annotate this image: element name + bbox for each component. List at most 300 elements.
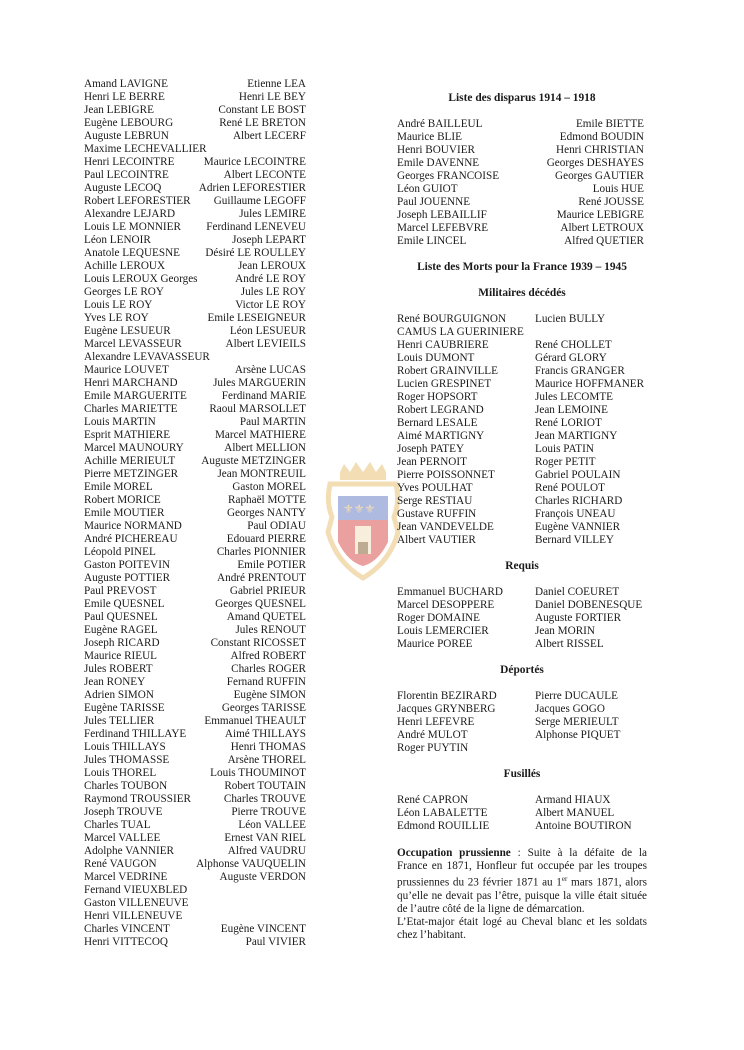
name-entry: Louis THOREL (84, 767, 157, 779)
name-row (84, 286, 306, 299)
name-entry: Georges FRANCOISE (397, 170, 500, 182)
name-entry: Roger DOMAINE (397, 612, 480, 624)
name-entry: Maurice BLIE (397, 131, 462, 143)
name-entry: Auguste METZINGER (201, 455, 306, 467)
name-entry: Alphonse PIQUET (535, 729, 621, 741)
name-row (84, 663, 306, 676)
name-entry: Albert LETROUX (560, 222, 644, 234)
name-entry: Emile MARGUERITE (84, 390, 187, 402)
name-row (84, 247, 306, 260)
name-entry: Jules THOMASSE (84, 754, 170, 766)
name-row (84, 299, 306, 312)
name-entry: Jean VANDEVELDE (397, 521, 494, 533)
name-entry: Adrien SIMON (84, 689, 154, 701)
name-entry: Gaston MOREL (232, 481, 306, 493)
name-row (84, 871, 306, 884)
name-row (397, 378, 647, 391)
name-entry: Louis LEROUX Georges (84, 273, 198, 285)
name-entry: Roger HOPSORT (397, 391, 478, 403)
name-entry: Raoul MARSOLLET (209, 403, 306, 415)
name-row (84, 923, 306, 936)
name-entry: Alexandre LEJARD (84, 208, 176, 220)
name-entry: Serge RESTIAU (397, 495, 473, 507)
name-row (397, 144, 647, 157)
name-entry: Léon LABALETTE (397, 807, 488, 819)
name-entry: Esprit MATHIERE (84, 429, 171, 441)
name-entry: Joseph LEBAILLIF (397, 209, 487, 221)
name-row (397, 794, 647, 807)
name-entry: Daniel DOBENESQUE (535, 599, 643, 611)
name-entry: Paul JOUENNE (397, 196, 471, 208)
name-entry: René CHOLLET (535, 339, 612, 351)
name-entry: Emile BIETTE (575, 118, 644, 130)
name-row (84, 767, 306, 780)
name-entry: René JOUSSE (578, 196, 644, 208)
name-entry: Auguste POTTIER (84, 572, 171, 584)
name-row (84, 897, 306, 910)
fusilles-list (397, 794, 647, 833)
name-entry: Paul LECOINTRE (84, 169, 169, 181)
name-row (397, 482, 647, 495)
name-row (397, 352, 647, 365)
name-entry: Aimé THILLAYS (224, 728, 306, 740)
name-row (84, 260, 306, 273)
name-entry: François UNEAU (535, 508, 616, 520)
name-entry: Pierre METZINGER (84, 468, 179, 480)
name-entry: André MULOT (397, 729, 468, 741)
name-entry: Charles MARIETTE (84, 403, 178, 415)
name-entry: Paul PREVOST (84, 585, 157, 597)
name-entry: Albert MANUEL (535, 807, 615, 819)
name-row (84, 754, 306, 767)
name-row (84, 494, 306, 507)
name-entry: Armand HIAUX (535, 794, 611, 806)
name-entry: Edouard PIERRE (226, 533, 306, 545)
name-row (84, 390, 306, 403)
name-entry: Aimé MARTIGNY (397, 430, 485, 442)
name-entry: Jules LECOMTE (535, 391, 613, 403)
name-entry: Bernard VILLEY (535, 534, 615, 546)
name-entry: Gabriel PRIEUR (229, 585, 306, 597)
name-row (84, 858, 306, 871)
name-entry: Louis PATIN (535, 443, 594, 455)
name-entry: CAMUS LA GUERINIERE (397, 326, 524, 338)
name-entry: Eugène RAGEL (84, 624, 158, 636)
name-entry: Yves LE ROY (84, 312, 149, 324)
name-entry: Albert VAUTIER (397, 534, 476, 546)
name-row (84, 104, 306, 117)
militaires-list (397, 313, 647, 547)
occupation-text-3: L’Etat-major était logé au Cheval blanc et les soldats chez l’habitant. (397, 915, 647, 941)
name-entry: Albert MELLION (224, 442, 306, 454)
requis-title: Requis (505, 560, 539, 572)
name-entry: Alphonse VAUQUELIN (196, 858, 306, 870)
name-entry: Robert TOUTAIN (224, 780, 306, 792)
name-row (397, 599, 647, 612)
name-entry: Henri LE BEY (238, 91, 306, 103)
name-row (84, 611, 306, 624)
name-row (84, 312, 306, 325)
name-row (397, 391, 647, 404)
deportes-list (397, 690, 647, 755)
name-entry: Jacques GOGO (535, 703, 605, 715)
name-entry: Robert LEGRAND (397, 404, 484, 416)
name-row (84, 559, 306, 572)
name-entry: Emile QUESNEL (84, 598, 165, 610)
disparus-title: Liste des disparus 1914 – 1918 (448, 92, 596, 104)
name-entry: Charles PIONNIER (216, 546, 306, 558)
name-entry: René BOURGUIGNON (397, 313, 507, 325)
name-entry: Ferdinand THILLAYE (84, 728, 187, 740)
name-row (397, 534, 647, 547)
name-entry: Louis THOUMINOT (210, 767, 306, 779)
name-entry: Robert GRAINVILLE (397, 365, 498, 377)
name-entry: Edmond ROUILLIE (397, 820, 490, 832)
name-entry: Jules TELLIER (84, 715, 155, 727)
name-entry: Maurice HOFFMANER (535, 378, 645, 390)
disparus-list (397, 118, 647, 248)
name-entry: Raphaël MOTTE (228, 494, 306, 506)
name-entry: Serge MERIEULT (535, 716, 619, 728)
name-row (397, 638, 647, 651)
name-entry: Jean MONTREUIL (217, 468, 306, 480)
name-row (397, 430, 647, 443)
name-row (84, 442, 306, 455)
svg-text:⚜⚜⚜: ⚜⚜⚜ (343, 502, 376, 516)
name-row (397, 729, 647, 742)
name-entry: Albert LECONTE (223, 169, 306, 181)
name-row (84, 91, 306, 104)
name-row (84, 429, 306, 442)
name-row (397, 183, 647, 196)
name-row (397, 690, 647, 703)
name-entry: Florentin BEZIRARD (397, 690, 497, 702)
name-entry: Eugène SIMON (233, 689, 306, 701)
name-entry: Albert RISSEL (535, 638, 604, 650)
requis-list (397, 586, 647, 651)
name-row (397, 235, 647, 248)
name-entry: Auguste VERDON (219, 871, 306, 883)
name-row (84, 416, 306, 429)
name-entry: Marcel VALLEE (84, 832, 161, 844)
name-entry: Charles TUAL (84, 819, 151, 831)
name-entry: Maurice NORMAND (84, 520, 182, 532)
name-row (84, 741, 306, 754)
name-entry: Léopold PINEL (84, 546, 156, 558)
name-entry: Maurice POREE (397, 638, 473, 650)
name-entry: Maurice RIEUL (84, 650, 158, 662)
name-row (84, 910, 306, 923)
name-row (84, 884, 306, 897)
name-entry: Charles ROGER (231, 663, 306, 675)
name-entry: Amand QUETEL (226, 611, 306, 623)
name-entry: Henri CAUBRIERE (397, 339, 489, 351)
name-row (397, 742, 647, 755)
name-row (397, 521, 647, 534)
name-row (397, 196, 647, 209)
name-entry: Paul ODIAU (247, 520, 306, 532)
name-row (84, 130, 306, 143)
name-entry: Alfred ROBERT (230, 650, 306, 662)
name-entry: Georges TARISSE (221, 702, 306, 714)
name-entry: Adrien LEFORESTIER (198, 182, 306, 194)
name-entry: Auguste LEBRUN (84, 130, 169, 142)
name-entry: Maurice LECOINTRE (203, 156, 306, 168)
name-row (84, 533, 306, 546)
name-row (397, 820, 647, 833)
name-entry: Guillaume LEGOFF (213, 195, 306, 207)
name-row (397, 612, 647, 625)
name-entry: Georges DESHAYES (546, 157, 644, 169)
fusilles-title: Fusillés (503, 768, 541, 780)
occupation-paragraph (397, 847, 647, 942)
name-row (397, 716, 647, 729)
name-entry: Auguste FORTIER (535, 612, 622, 624)
name-entry: Gustave RUFFIN (397, 508, 477, 520)
name-entry: Louis THILLAYS (84, 741, 166, 753)
name-entry: Achille LEROUX (84, 260, 166, 272)
name-row (84, 676, 306, 689)
name-entry: Jacques GRYNBERG (397, 703, 496, 715)
name-entry: Léon LENOIR (84, 234, 151, 246)
name-entry: Maurice LEBIGRE (556, 209, 644, 221)
name-entry: René LORIOT (535, 417, 602, 429)
morts-1939-title: Liste des Morts pour la France 1939 – 1945 (417, 261, 627, 273)
name-row (84, 598, 306, 611)
name-entry: André PICHEREAU (84, 533, 178, 545)
name-entry: Paul VIVIER (245, 936, 306, 948)
name-row (84, 819, 306, 832)
name-entry: Henri VILLENEUVE (84, 910, 183, 922)
name-entry: Charles TROUVE (223, 793, 306, 805)
name-entry: Eugène VINCENT (220, 923, 306, 935)
name-entry: Louis LEMERCIER (397, 625, 489, 637)
name-entry: Marcel MAUNOURY (84, 442, 184, 454)
name-entry: Georges GAUTIER (555, 170, 644, 182)
name-entry: Emmanuel BUCHARD (397, 586, 503, 598)
name-entry: Charles TOUBON (84, 780, 168, 792)
name-entry: Eugène VANNIER (535, 521, 621, 533)
name-row (84, 728, 306, 741)
name-entry: Charles RICHARD (535, 495, 623, 507)
name-entry: Maurice LOUVET (84, 364, 169, 376)
occupation-text-1: : Suite à la défaite de la France en 1871, Honfleur fut occupée par les troupes prussiennes du 23 février 1871 au 1 (397, 847, 647, 889)
name-row (84, 338, 306, 351)
name-entry: Arsène THOREL (227, 754, 306, 766)
name-entry: Emile MOREL (84, 481, 153, 493)
name-row (397, 807, 647, 820)
name-row (397, 365, 647, 378)
name-entry: André PRENTOUT (217, 572, 306, 584)
name-entry: Jean RONEY (84, 676, 146, 688)
name-entry: Louis MARTIN (84, 416, 156, 428)
name-row (84, 845, 306, 858)
name-entry: Emile DAVENNE (397, 157, 480, 169)
name-entry: Emile LESEIGNEUR (207, 312, 306, 324)
name-row (84, 572, 306, 585)
name-entry: Jean MARTIGNY (535, 430, 618, 442)
name-entry: Marcel VEDRINE (84, 871, 168, 883)
name-entry: Etienne LEA (247, 78, 306, 90)
name-entry: Henri MARCHAND (84, 377, 178, 389)
name-row (84, 143, 306, 156)
name-entry: Robert MORICE (84, 494, 161, 506)
name-entry: Roger PETIT (535, 456, 596, 468)
name-entry: Gaston POITEVIN (84, 559, 171, 571)
name-row (397, 404, 647, 417)
name-entry: Louis LE MONNIER (84, 221, 181, 233)
militaires-title: Militaires décédés (478, 287, 566, 299)
name-entry: Joseph RICARD (84, 637, 160, 649)
name-row (84, 208, 306, 221)
name-row (84, 715, 306, 728)
name-entry: Constant RICOSSET (210, 637, 306, 649)
name-entry: Alfred QUETIER (564, 235, 644, 247)
name-entry: Ferdinand LENEVEU (206, 221, 306, 233)
name-entry: Jean LEMOINE (535, 404, 609, 416)
name-entry: Henri LECOINTRE (84, 156, 175, 168)
name-entry: André BAILLEUL (397, 118, 483, 130)
name-row (397, 313, 647, 326)
name-entry: Gabriel POULAIN (535, 469, 621, 481)
name-row (84, 546, 306, 559)
name-entry: Léon VALLEE (238, 819, 306, 831)
name-entry: Louis LE ROY (84, 299, 153, 311)
name-entry: Pierre TROUVE (231, 806, 306, 818)
name-entry: Robert LEFORESTIER (84, 195, 191, 207)
occupation-text-2: mars 1871, alors qu’elle ne devait pas l’être, puisque la ville était située de l’autre côté de la ligne de démarcation. (397, 876, 647, 915)
name-entry: Eugène LESUEUR (84, 325, 171, 337)
name-row (397, 586, 647, 599)
name-entry: Adolphe VANNIER (84, 845, 175, 857)
occupation-label: Occupation prussienne (397, 847, 511, 859)
name-entry: René POULOT (535, 482, 605, 494)
name-entry: Roger PUYTIN (397, 742, 469, 754)
name-entry: Jules RENOUT (235, 624, 306, 636)
name-entry: Joseph PATEY (397, 443, 465, 455)
coat-of-arms-icon (322, 462, 404, 582)
name-entry: Henri VITTECOQ (84, 936, 168, 948)
name-row (84, 403, 306, 416)
name-row (84, 637, 306, 650)
name-entry: Daniel COEURET (535, 586, 620, 598)
name-row (84, 169, 306, 182)
name-entry: Maxime LECHEVALLIER (84, 143, 207, 155)
name-row (397, 469, 647, 482)
name-entry: Henri CHRISTIAN (556, 144, 644, 156)
name-entry: Paul MARTIN (239, 416, 306, 428)
name-row (397, 157, 647, 170)
deportes-title: Déportés (500, 664, 544, 676)
name-entry: Henri LEFEVRE (397, 716, 475, 728)
name-entry: Jean LEBIGRE (84, 104, 154, 116)
names-list-left (84, 78, 306, 949)
name-entry: Raymond TROUSSIER (84, 793, 192, 805)
name-entry: Marcel LEVASSEUR (84, 338, 182, 350)
name-row (397, 508, 647, 521)
name-row (397, 222, 647, 235)
name-entry: Jules LEMIRE (239, 208, 306, 220)
name-row (84, 806, 306, 819)
name-entry: Albert LEVIEILS (225, 338, 306, 350)
name-entry: Lucien BULLY (535, 313, 606, 325)
name-row (84, 481, 306, 494)
name-row (397, 443, 647, 456)
name-entry: Anatole LEQUESNE (84, 247, 181, 259)
name-entry: Georges LE ROY (84, 286, 164, 298)
name-row (397, 339, 647, 352)
name-entry: Ferdinand MARIE (221, 390, 306, 402)
name-entry: Henri THOMAS (230, 741, 306, 753)
name-entry: Emile POTIER (237, 559, 306, 571)
name-row (397, 495, 647, 508)
name-entry: Alexandre LEVAVASSEUR (84, 351, 210, 363)
name-row (84, 455, 306, 468)
name-row (84, 117, 306, 130)
name-entry: René LE BRETON (219, 117, 306, 129)
name-entry: Edmond BOUDIN (559, 131, 644, 143)
name-entry: Bernard LESALE (397, 417, 478, 429)
name-entry: Jean LEROUX (237, 260, 306, 272)
name-entry: Jules MARGUERIN (213, 377, 306, 389)
name-entry: Victor LE ROY (235, 299, 306, 311)
name-row (397, 131, 647, 144)
name-row (84, 780, 306, 793)
name-row (84, 507, 306, 520)
name-entry: Charles VINCENT (84, 923, 170, 935)
name-entry: Eugène LEBOURG (84, 117, 174, 129)
name-entry: Marcel DESOPPERE (397, 599, 495, 611)
name-entry: Léon GUIOT (397, 183, 458, 195)
name-row (84, 78, 306, 91)
name-entry: Arsène LUCAS (234, 364, 306, 376)
name-row (84, 832, 306, 845)
name-entry: Pierre DUCAULE (535, 690, 618, 702)
name-entry: Henri BOUVIER (397, 144, 475, 156)
name-entry: André LE ROY (235, 273, 306, 285)
name-row (84, 156, 306, 169)
name-row (84, 364, 306, 377)
name-row (397, 209, 647, 222)
name-row (84, 468, 306, 481)
name-row (397, 417, 647, 430)
name-row (397, 456, 647, 469)
name-entry: Alfred VAUDRU (227, 845, 306, 857)
name-entry: Emile LINCEL (397, 235, 467, 247)
name-entry: Marcel LEFEBVRE (397, 222, 489, 234)
name-entry: Ernest VAN RIEL (224, 832, 306, 844)
name-entry: Paul QUESNEL (84, 611, 158, 623)
name-row (84, 195, 306, 208)
name-row (84, 585, 306, 598)
name-entry: Joseph TROUVE (84, 806, 163, 818)
name-entry: Achille MERIEULT (84, 455, 176, 467)
name-entry: Georges QUESNEL (215, 598, 306, 610)
name-row (84, 182, 306, 195)
name-entry: Désiré LE ROULLEY (205, 247, 306, 259)
name-row (84, 520, 306, 533)
name-row (397, 118, 647, 131)
name-entry: Fernand VIEUXBLED (84, 884, 188, 896)
name-entry: Jules ROBERT (84, 663, 153, 675)
name-entry: Auguste LECOQ (84, 182, 162, 194)
name-row (84, 221, 306, 234)
name-row (84, 273, 306, 286)
name-entry: Jean PERNOIT (397, 456, 467, 468)
name-entry: Georges NANTY (226, 507, 306, 519)
name-entry: Pierre POISSONNET (397, 469, 495, 481)
name-entry: Jules LE ROY (240, 286, 306, 298)
